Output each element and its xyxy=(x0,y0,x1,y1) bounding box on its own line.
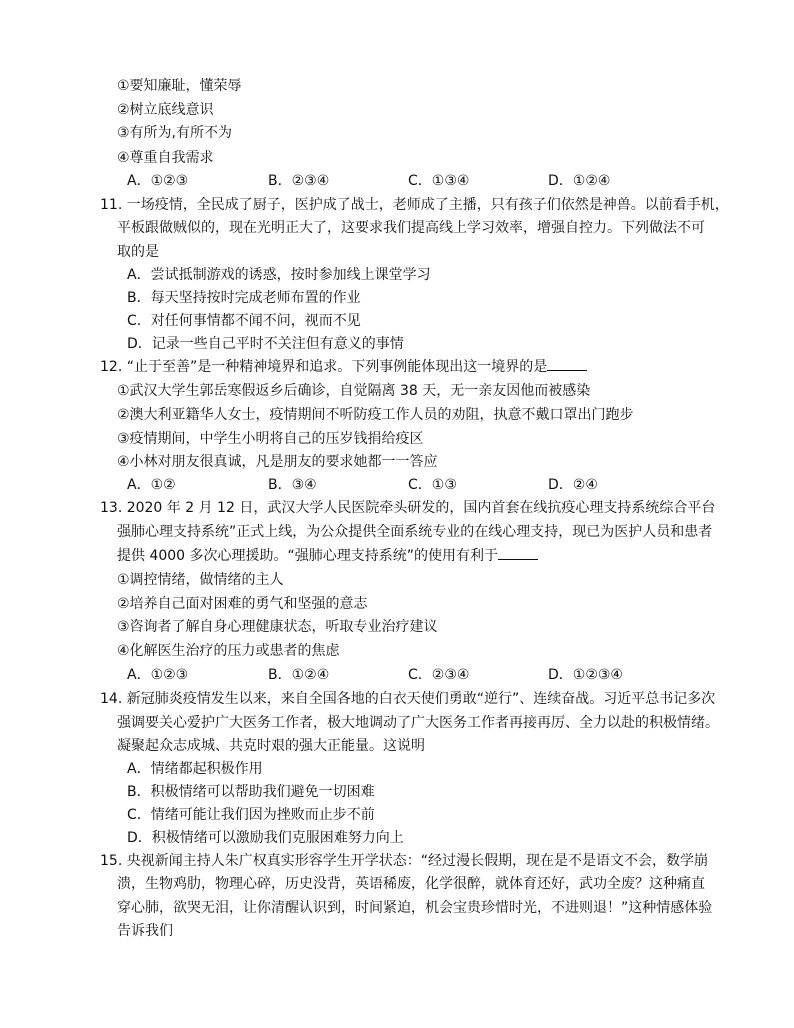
q11-choice-d: D．记录一些自己平时不关注但有意义的事情 xyxy=(127,336,404,352)
q12-option-d: D．②④ xyxy=(548,477,598,493)
q15-stem-line-2: 溃，生物鸡肋，物理心碎，历史没背，英语稀废，化学很醉，就体育还好，武功全废？这种痛直 xyxy=(117,876,705,892)
q14-stem-line-3: 凝聚起众志成城、共克时艰的强大正能量。这说明 xyxy=(117,738,425,754)
q13-option-d: D．①②③④ xyxy=(548,667,623,683)
prev-option-a: A．①②③ xyxy=(127,173,189,189)
q14-stem-line-2: 强调要关心爱护广大医务工作者，极大地调动了广大医务工作者再接再厉、全力以赴的积极情绪。 xyxy=(117,715,719,731)
q13-option-c: C．②③④ xyxy=(408,667,470,683)
q13-option-a: A．①②③ xyxy=(127,667,189,683)
q13-item-4: ④化解医生治疗的压力或患者的焦虑 xyxy=(117,643,340,659)
prev-item-4: ④尊重自我需求 xyxy=(117,150,214,166)
q11-choice-c: C．对任何事情都不闻不问，视而不见 xyxy=(127,313,361,329)
q14-choice-a: A．情绪都起积极作用 xyxy=(127,761,263,777)
q13-stem-line-1: 13. 2020 年 2 月 12 日，武汉大学人民医院牵头研发的，国内首套在线抗疫心理支持系统综合平台 xyxy=(100,500,716,516)
q13-option-b: B．①②④ xyxy=(268,667,330,683)
q14-choice-b: B．积极情绪可以帮助我们避免一切困难 xyxy=(127,784,375,800)
q13-item-1: ①调控情绪，做情绪的主人 xyxy=(117,572,284,588)
prev-option-b: B．②③④ xyxy=(268,173,330,189)
q12-item-1: ①武汉大学生郭岳寒假返乡后确诊，自觉隔离 38 天，无一亲友因他而被感染 xyxy=(117,383,591,399)
q14-choice-c: C．情绪可能让我们因为挫败而止步不前 xyxy=(127,807,375,823)
q12-option-a: A．①② xyxy=(127,477,176,493)
q13-item-2: ②培养自己面对困难的勇气和坚强的意志 xyxy=(117,596,368,612)
q11-stem-line-1: 11. 一场疫情，全民成了厨子，医护成了战士，老师成了主播，只有孩子们依然是神兽。以前看手机， xyxy=(100,197,729,213)
q15-stem-line-1: 15. 央视新闻主持人朱广权真实形容学生开学状态：“经过漫长假期，现在是不是语文不会，数学崩 xyxy=(100,853,708,869)
q12-option-c: C．①③ xyxy=(408,477,457,493)
q12-option-b: B．③④ xyxy=(268,477,317,493)
q12-item-4: ④小林对朋友很真诚，凡是朋友的要求她都一一答应 xyxy=(117,454,438,470)
q11-stem-line-3: 取的是 xyxy=(117,244,159,260)
prev-option-c: C．①③④ xyxy=(408,173,470,189)
q13-stem-line-3 xyxy=(117,545,538,567)
answer-blank xyxy=(547,356,587,371)
prev-item-2: ②树立底线意识 xyxy=(117,102,214,118)
prev-item-3: ③有所为,有所不为 xyxy=(117,125,233,141)
q14-stem-line-1: 14. 新冠肺炎疫情发生以来，来自全国各地的白衣天使们勇敢“逆行”、连续奋战。习近平总书记多次 xyxy=(100,691,716,707)
q14-choice-d: D．积极情绪可以激励我们克服困难努力向上 xyxy=(127,830,404,846)
q11-stem-line-2: 平板跟做贼似的，现在光明正大了，这要求我们提高线上学习效率，增强自控力。下列做法不可 xyxy=(117,220,705,236)
q15-stem-line-3: 穿心肺，欲哭无泪，让你清醒认识到，时间紧迫，机会宝贵珍惜时光，不进则退！”这种情感体验 xyxy=(117,900,713,916)
q15-stem-line-4: 告诉我们 xyxy=(117,923,173,939)
q11-choice-b: B．每天坚持按时完成老师布置的作业 xyxy=(127,290,361,306)
q13-stem-line-2: 强肺心理支持系统”正式上线，为公众提供全面系统专业的在线心理支持，现已为医护人员和患者 xyxy=(117,524,713,540)
q13-item-3: ③咨询者了解自身心理健康状态，听取专业治疗建议 xyxy=(117,619,438,635)
q12-stem xyxy=(100,356,587,378)
prev-option-d: D．①②④ xyxy=(548,173,611,189)
answer-blank xyxy=(498,545,538,560)
q11-choice-a: A．尝试抵制游戏的诱惑，按时参加线上课堂学习 xyxy=(127,267,431,283)
q12-stem-text: 12. “止于至善”是一种精神境界和追求。下列事例能体现出这一境界的是 xyxy=(100,359,548,375)
q13-stem-text: 提供 4000 多次心理援助。“强肺心理支持系统”的使用有利于 xyxy=(117,548,499,564)
q12-item-3: ③疫情期间，中学生小明将自己的压岁钱捐给疫区 xyxy=(117,431,424,447)
prev-item-1: ①要知廉耻，懂荣辱 xyxy=(117,78,242,94)
q12-item-2: ②澳大利亚籍华人女士，疫情期间不听防疫工作人员的劝阻，执意不戴口罩出门跑步 xyxy=(117,407,634,423)
